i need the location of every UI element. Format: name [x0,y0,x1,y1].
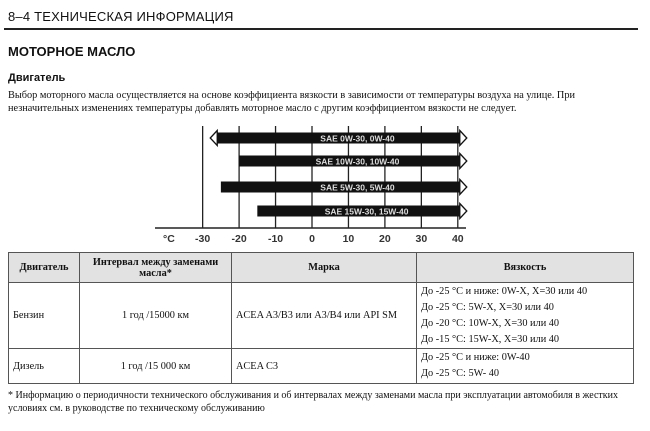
interval-cell: 1 год /15 000 км [80,349,232,384]
tick-label: 20 [379,233,391,245]
bar-label: SAE 15W-30, 15W-40 [324,206,409,217]
col-engine: Двигатель [9,253,80,283]
viscosity-cell [417,349,634,384]
unit-label: °C [163,233,175,245]
brand-cell: ACEA C3 [232,349,417,384]
viscosity-line: До -20 °C: 10W-X, X=30 или 40 [421,317,560,329]
interval-cell: 1 год /15000 км [80,283,232,349]
viscosity-line: До -25 °C и ниже: 0W-40 [421,352,530,363]
tick-label: 30 [415,233,428,245]
engine-cell: Бензин [9,283,80,349]
footnote: * Информацию о периодичности технического обслуживания и об интервалах между заменами масла при эксплуатации автомобиля в жестких условиях см. в руководстве по техническому обслуживанию [8,390,618,414]
viscosity-line: До -15 °C: 15W-X, X=30 или 40 [421,333,560,345]
viscosity-line: До -25 °C: 5W- 40 [421,368,500,379]
arrow-right-icon [460,204,467,219]
tick-label: 10 [342,233,355,245]
tick-label: -10 [267,233,284,245]
table-header-row [9,253,634,283]
intro-paragraph: Выбор моторного масла осуществляется на основе коэффициента вязкости в зависимости от температуры воздуха на улице. При незначительных изменениях температуры добавлять моторное масло с другим коэффициентом вязкости не следует. [8,90,576,114]
viscosity-line: До -25 °C: 5W-X, X=30 или 40 [421,301,554,313]
tick-label: -30 [195,233,211,245]
section-title: МОТОРНОЕ МАСЛО [8,44,136,59]
oil-table [8,252,634,384]
table-row [9,349,634,384]
col-viscosity: Вязкость [417,253,634,283]
col-brand: Марка [232,253,417,283]
tick-label: -20 [231,233,247,245]
arrow-left-icon [210,131,217,146]
table-row [9,283,634,349]
page-header: 8–4 ТЕХНИЧЕСКАЯ ИНФОРМАЦИЯ [8,9,234,24]
arrow-right-icon [460,154,467,169]
viscosity-line: До -25 °C и ниже: 0W-X, X=30 или 40 [421,285,588,297]
viscosity-cell [417,283,634,349]
tick-label: 0 [309,233,315,245]
col-interval: Интервал между заменами масла* [80,253,232,283]
arrow-right-icon [460,131,467,146]
arrow-right-icon [460,180,467,195]
tick-label: 40 [451,233,464,245]
bar-label: SAE 0W-30, 0W-40 [320,133,395,144]
bar-label: SAE 10W-30, 10W-40 [315,156,400,167]
bar-label: SAE 5W-30, 5W-40 [320,182,395,193]
brand-cell: ACEA A3/B3 или A3/B4 или API SM [232,283,417,349]
subsection-title: Двигатель [8,72,66,84]
engine-cell: Дизель [9,349,80,384]
